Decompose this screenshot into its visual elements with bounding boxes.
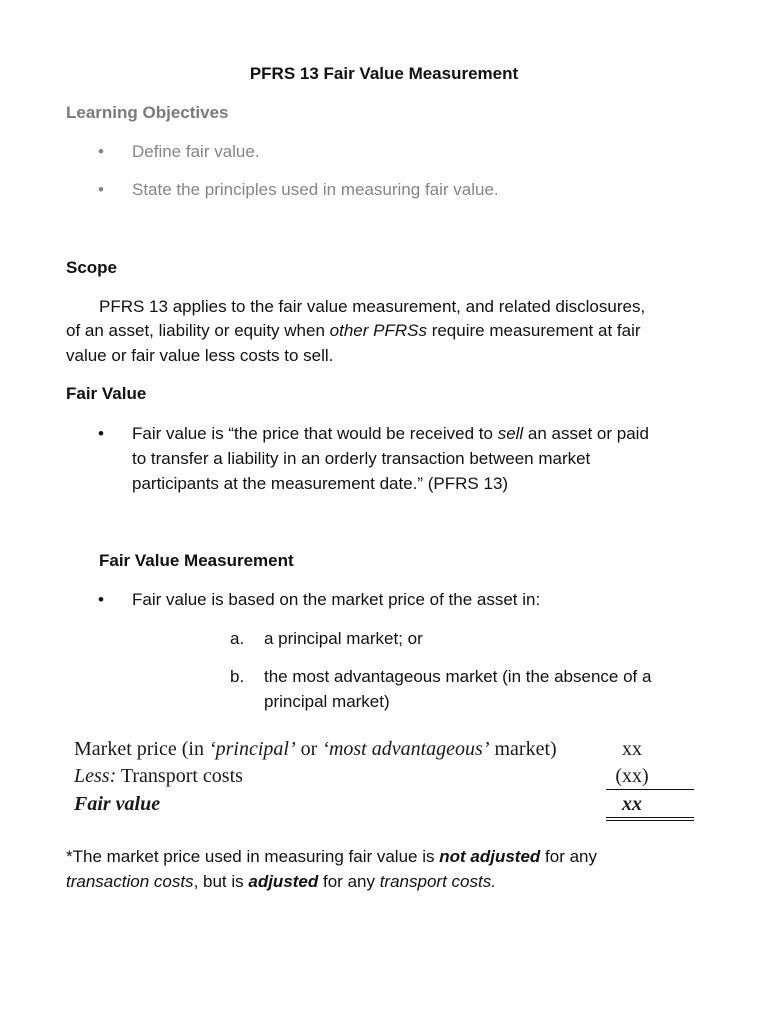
page-title: PFRS 13 Fair Value Measurement <box>249 64 519 83</box>
fair-value-table <box>72 735 696 825</box>
list-item: the most advantageous market (in the absence of a <box>264 667 652 686</box>
scope-paragraph-line: of an asset, liability or equity when other PFRSs require measurement at fair <box>66 321 641 340</box>
emphasis-text: adjusted <box>248 872 319 891</box>
bullet-icon: • <box>98 590 104 609</box>
table-row <box>72 735 696 763</box>
fair-value-heading: Fair Value <box>66 384 147 403</box>
fair-value-definition-line: to transfer a liability in an orderly transaction between market <box>132 449 591 468</box>
list-item: principal market) <box>264 692 390 711</box>
table-row-label: Fair value <box>74 793 161 815</box>
table-row-amount: xx <box>622 793 642 815</box>
table-row-amount: (xx) <box>615 765 649 787</box>
table-row <box>72 762 696 790</box>
emphasis-text: sell <box>497 424 524 443</box>
total-double-rule <box>606 817 694 818</box>
emphasis-text: not adjusted <box>439 847 541 866</box>
bullet-icon: • <box>98 424 104 443</box>
fair-value-definition-line: participants at the measurement date.” (PFRS 13) <box>132 474 509 493</box>
objective-item: State the principles used in measuring fair value. <box>132 180 499 199</box>
objective-item: Define fair value. <box>132 142 260 161</box>
table-row-label: Less: Transport costs <box>74 765 243 787</box>
learning-objectives-heading: Learning Objectives <box>66 103 229 122</box>
table-row-amount: xx <box>622 738 642 760</box>
table-row <box>72 790 696 818</box>
fvm-bullet: Fair value is based on the market price of the asset in: <box>132 590 541 609</box>
bullet-icon: • <box>98 180 104 199</box>
list-item: a principal market; or <box>264 629 423 648</box>
table-row-label: Market price (in ‘principal’ or ‘most advantageous’ market) <box>74 738 557 760</box>
list-marker: a. <box>230 629 245 648</box>
total-double-rule <box>606 820 694 821</box>
scope-heading: Scope <box>66 258 118 277</box>
fair-value-definition-line: Fair value is “the price that would be received to sell an asset or paid <box>132 424 649 443</box>
list-marker: b. <box>230 667 245 686</box>
bullet-icon: • <box>98 142 104 161</box>
scope-paragraph-line: value or fair value less costs to sell. <box>66 346 334 365</box>
emphasis-text: other PFRSs <box>329 321 427 340</box>
fvm-heading: Fair Value Measurement <box>99 551 294 570</box>
note-paragraph: *The market price used in measuring fair value is not adjusted for any transaction costs, but is adjusted for any transport costs. <box>66 847 597 891</box>
scope-paragraph-line: PFRS 13 applies to the fair value measurement, and related disclosures, <box>99 297 646 316</box>
